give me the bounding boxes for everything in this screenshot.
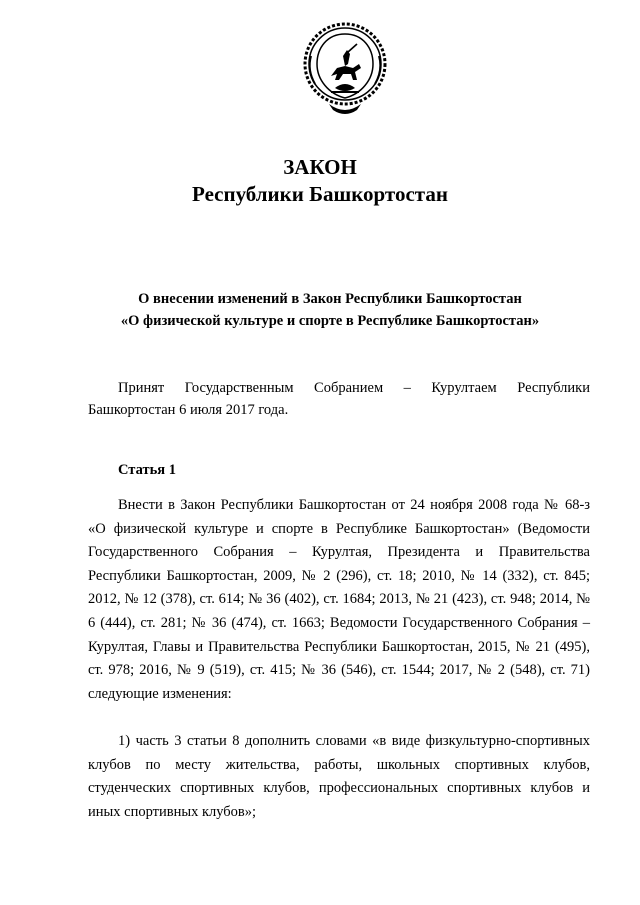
coat-of-arms-icon [301, 20, 389, 120]
article-heading: Статья 1 [118, 462, 176, 478]
article-1-text: Внести в Закон Республики Башкортостан от 24 ноября 2008 года № 68-з «О физической культуре и спорте в Республике Башкортостан» (Ведомости Государственного Собрания – Курултая, Президента и Правительства Республики Башкортостан, 2009, № 2 (296), ст. 18; 2010, № 14 (332), ст. 845; 2012, № 12 (378), ст. 614; № 36 (402), ст. 1684; 2013, № 21 (423), ст. 948; 2014, № 6 (444), ст. 281; № 36 (474), ст. 1663; Ведомости Государственного Собрания – Курултая, Главы и Правительства Республики Башкортостан, 2015, № 21 (495), ст. 978; 2016, № 9 (519), ст. 415; № 36 (546), ст. 1544; 2017, № 2 (548), ст. 71) следующие изменения: [88, 497, 590, 702]
law-subject-line-1: О внесении изменений в Закон Республики Башкортостан [138, 291, 522, 307]
article-1-item-1: 1) часть 3 статьи 8 дополнить словами «в виде физкультурно-спортивных клубов по месту жительства, работы, школьных спортивных клубов, студенческих спортивных клубов, профессиональных спортивных клубов и иных спортивных клубов»; [88, 733, 590, 820]
adoption-statement: Принят Государственным Собранием – Курултаем Республики Башкортостан 6 июля 2017 года. [88, 380, 590, 418]
document-title-republic: Республики Башкортостан [192, 182, 448, 206]
document-title: ЗАКОН [283, 155, 357, 179]
law-subject-line-2: «О физической культуре и спорте в Республике Башкортостан» [120, 313, 540, 329]
